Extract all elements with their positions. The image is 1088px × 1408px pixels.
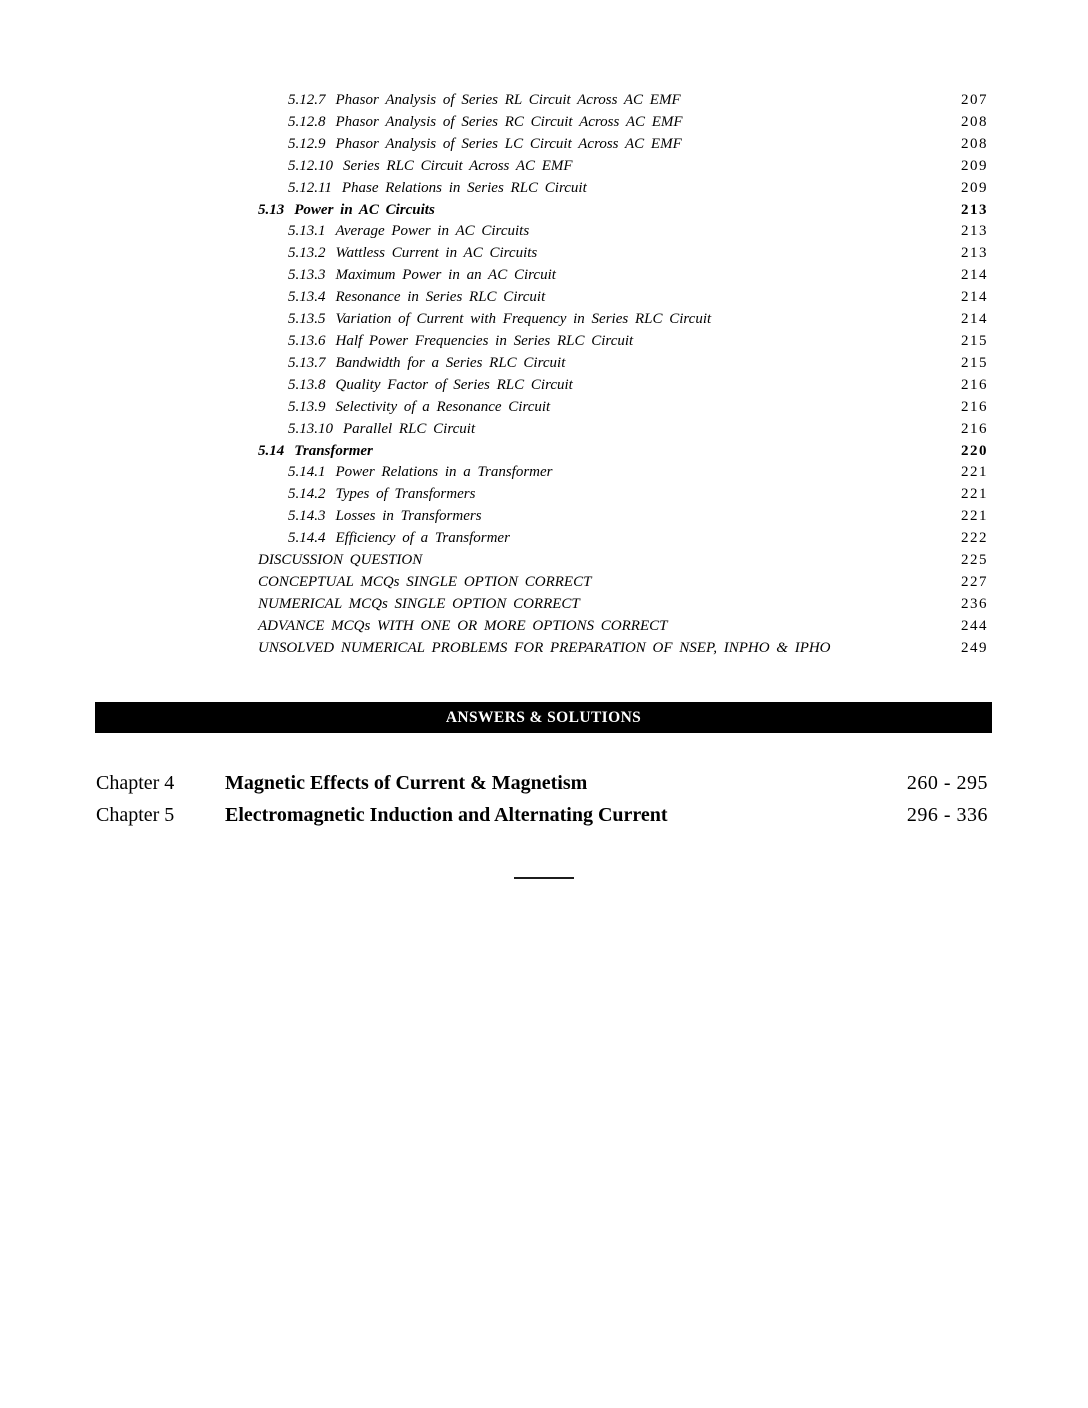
entry-title: Variation of Current with Frequency in Series RLC Circuit [335, 311, 712, 328]
entry-title: Half Power Frequencies in Series RLC Circuit [335, 332, 634, 349]
entry-page-number: 213 [961, 223, 988, 240]
entry-title: Quality Factor of Series RLC Circuit [335, 376, 573, 393]
entry-number: 5.13.8 [288, 376, 326, 393]
entry-page-number: 208 [961, 113, 988, 130]
toc-entry [0, 375, 988, 397]
entry-title: Transformer [294, 442, 373, 459]
entry-title: Selectivity of a Resonance Circuit [335, 398, 551, 415]
entry-number: 5.13 [258, 201, 285, 218]
entry-title: DISCUSSION QUESTION [258, 552, 423, 569]
entry-page-number: 213 [961, 201, 988, 218]
chapter-summary [96, 768, 988, 831]
entry-title: Series RLC Circuit Across AC EMF [343, 157, 573, 174]
entry-page-number: 221 [961, 464, 988, 481]
entry-number: 5.12.11 [288, 179, 332, 196]
entry-page-number: 222 [961, 530, 988, 547]
chapter-row [96, 768, 988, 800]
entry-page-number: 207 [961, 92, 988, 108]
entry-number: 5.14.3 [288, 508, 326, 525]
toc-entry [0, 309, 988, 331]
entry-title: NUMERICAL MCQs SINGLE OPTION CORRECT [258, 595, 580, 612]
entry-page-number: 215 [961, 332, 988, 349]
entry-title: Power Relations in a Transformer [335, 464, 553, 481]
toc-entry [0, 441, 988, 463]
entry-title: Maximum Power in an AC Circuit [335, 267, 556, 284]
chapter-label: Chapter 4 [96, 772, 175, 794]
toc-entry [0, 156, 988, 178]
entry-page-number: 209 [961, 179, 988, 196]
toc-entry [0, 221, 988, 243]
toc-entry [0, 484, 988, 506]
entry-number: 5.13.6 [288, 332, 326, 349]
entry-page-number: 208 [961, 135, 988, 152]
end-divider [514, 877, 574, 879]
toc-entry [0, 265, 988, 287]
chapter-title: Electromagnetic Induction and Alternating Current [225, 803, 668, 826]
toc-entry [0, 178, 988, 200]
entry-page-number: 214 [961, 289, 988, 306]
toc-entry [0, 594, 988, 616]
chapter-page-range: 260 - 295 [906, 772, 988, 794]
entry-number: 5.13.7 [288, 354, 326, 371]
entry-number: 5.12.10 [288, 157, 333, 174]
entry-page-number: 209 [961, 157, 988, 174]
entry-title: ADVANCE MCQs WITH ONE OR MORE OPTIONS CORRECT [258, 617, 668, 634]
toc-entry [0, 419, 988, 441]
entry-page-number: 214 [961, 311, 988, 328]
entry-page-number: 244 [961, 617, 988, 634]
toc-entry [0, 462, 988, 484]
entry-title: Power in AC Circuits [294, 201, 435, 218]
entry-page-number: 213 [961, 245, 988, 262]
toc-entry [0, 90, 988, 112]
entry-page-number: 236 [961, 595, 988, 612]
chapter-page-range: 296 - 336 [906, 803, 988, 826]
entry-title: Resonance in Series RLC Circuit [335, 289, 546, 306]
toc-entry [0, 243, 988, 265]
entry-page-number: 216 [961, 376, 988, 393]
toc-entry [0, 397, 988, 419]
entry-title: Parallel RLC Circuit [343, 420, 476, 437]
entry-title: UNSOLVED NUMERICAL PROBLEMS FOR PREPARATION OF NSEP, INPHO & IPHO [258, 639, 831, 656]
entry-number: 5.14.1 [288, 464, 326, 481]
toc-entry [0, 550, 988, 572]
chapter-label: Chapter 5 [96, 803, 175, 826]
toc-entry [0, 528, 988, 550]
entry-title: Phasor Analysis of Series RC Circuit Across AC EMF [335, 113, 683, 130]
entry-number: 5.14.2 [288, 486, 326, 503]
entry-title: Phasor Analysis of Series LC Circuit Across AC EMF [335, 135, 682, 152]
entry-title: Losses in Transformers [335, 508, 482, 525]
entry-number: 5.13.3 [288, 267, 326, 284]
entry-page-number: 221 [961, 508, 988, 525]
entry-number: 5.13.9 [288, 398, 326, 415]
entry-page-number: 220 [961, 442, 988, 459]
entry-number: 5.12.8 [288, 113, 326, 130]
entry-title: Bandwidth for a Series RLC Circuit [335, 354, 566, 371]
toc-entry [0, 200, 988, 222]
entry-page-number: 216 [961, 420, 988, 437]
entry-title: Types of Transformers [335, 486, 476, 503]
answers-solutions-banner: ANSWERS & SOLUTIONS [95, 702, 992, 733]
entry-number: 5.13.2 [288, 245, 326, 262]
entry-number: 5.13.4 [288, 289, 326, 306]
toc-entry [0, 572, 988, 594]
entry-title: CONCEPTUAL MCQs SINGLE OPTION CORRECT [258, 573, 592, 590]
entry-page-number: 215 [961, 354, 988, 371]
entry-number: 5.13.1 [288, 223, 326, 240]
toc-entry [0, 331, 988, 353]
toc-entry [0, 506, 988, 528]
entry-page-number: 249 [961, 639, 988, 656]
entry-title: Phase Relations in Series RLC Circuit [341, 179, 587, 196]
entry-page-number: 221 [961, 486, 988, 503]
chapter-row [96, 800, 988, 832]
entry-page-number: 216 [961, 398, 988, 415]
table-of-contents [0, 90, 1088, 660]
entry-title: Phasor Analysis of Series RL Circuit Across AC EMF [335, 92, 681, 108]
toc-entry [0, 134, 988, 156]
entry-title: Average Power in AC Circuits [335, 223, 530, 240]
entry-number: 5.12.7 [288, 92, 326, 108]
entry-number: 5.13.10 [288, 420, 333, 437]
entry-title: Wattless Current in AC Circuits [335, 245, 538, 262]
entry-number: 5.13.5 [288, 311, 326, 328]
entry-page-number: 227 [961, 573, 988, 590]
entry-number: 5.14 [258, 442, 285, 459]
toc-entry [0, 112, 988, 134]
toc-entry [0, 616, 988, 638]
entry-number: 5.12.9 [288, 135, 326, 152]
entry-title: Efficiency of a Transformer [335, 530, 510, 547]
entry-page-number: 225 [961, 552, 988, 569]
toc-entry [0, 353, 988, 375]
entry-page-number: 214 [961, 267, 988, 284]
entry-number: 5.14.4 [288, 530, 326, 547]
toc-entry [0, 638, 988, 660]
chapter-title: Magnetic Effects of Current & Magnetism [225, 772, 588, 794]
toc-entry [0, 287, 988, 309]
